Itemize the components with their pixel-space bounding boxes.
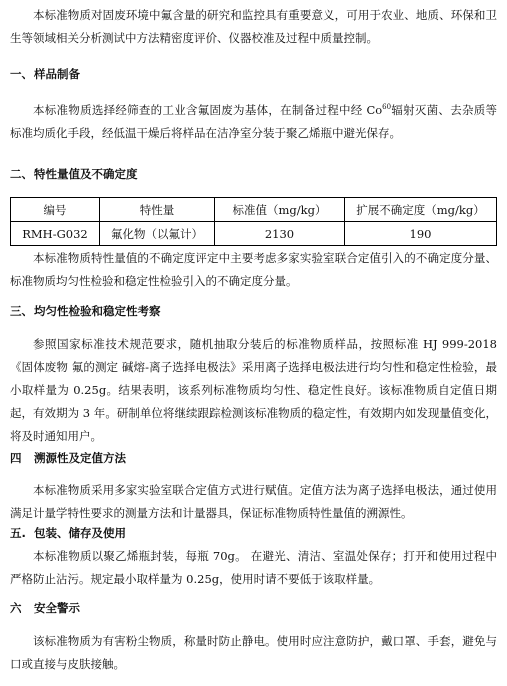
spec-table-header: 编号 — [11, 198, 100, 222]
section-4-heading — [10, 450, 126, 466]
section-1-title: 样品制备 — [34, 67, 80, 81]
section-4-number: 四 — [10, 451, 22, 465]
section-3-number: 三、 — [10, 304, 33, 318]
intro-paragraph: 本标准物质对固废环境中氟含量的研究和监控具有重要意义，可用于农业、地质、环保和卫生等领域相关分析测试中方法精密度评价、仪器校准及过程中质量控制。 — [10, 8, 497, 45]
spec-table-cell: RMH-G032 — [11, 222, 100, 246]
spec-table-header: 标准值（mg/kg） — [215, 198, 345, 222]
section-2-heading — [10, 166, 138, 182]
spec-table-header: 扩展不确定度（mg/kg） — [345, 198, 497, 222]
section-3-heading — [10, 303, 161, 319]
section-6-body: 该标准物质为有害粉尘物质，称量时防止静电。使用时应注意防护，戴口罩、手套，避免与口或直接与皮肤接触。 — [10, 634, 497, 671]
section-4-title: 溯源性及定值方法 — [34, 451, 126, 465]
section-6-heading — [10, 600, 80, 616]
section-5-heading — [10, 525, 126, 541]
spec-table-header-row — [11, 198, 497, 222]
section-1-body-text-a: 本标准物质选择经筛查的工业含氟固废为基体，在制备过程中经 Co — [33, 102, 383, 117]
spec-table-cell: 氟化物（以氟计） — [100, 222, 215, 246]
section-1-body-text-b: 辐射灭菌、去杂质等标准均质化手段，经低温干燥后将样品在洁净室分装于聚乙烯瓶中避光保存。 — [10, 102, 498, 140]
section-3-title: 均匀性检验和稳定性考察 — [34, 304, 161, 318]
section-5-number: 五. — [10, 526, 26, 540]
section-5-title: 包装、储存及使用 — [34, 526, 126, 540]
section-4-body: 本标准物质采用多家实验室联合定值方式进行赋值。定值方法为离子选择电极法，通过使用满足计量学特性要求的测量方法和计量器具，保证标准物质特性量值的溯源性。 — [10, 483, 497, 520]
section-5-body: 本标准物质以聚乙烯瓶封装，每瓶 70g。 在避光、清洁、室温处保存；打开和使用过程中严格防止沾污。规定最小取样量为 0.25g，使用时请不要低于该取样量。 — [10, 549, 497, 586]
section-2-number: 二、 — [10, 167, 33, 181]
spec-table — [10, 197, 497, 246]
section-6-title: 安全警示 — [34, 601, 80, 615]
section-1-heading — [10, 66, 80, 82]
section-3-body: 参照国家标准技术规范要求，随机抽取分装后的标准物质样品，按照标准 HJ 999-2018《固体废物 氟的测定 碱熔-离子选择电极法》采用离子选择电极法进行均匀性和稳定性检验，最小取样量为 0.25g。结果表明，该系列标准物质均匀性、稳定性良好。该标准物质自定值日期起，有效期为 3 年。研制单位将继续跟踪检测该标准物质的稳定性，有效期内如发现量值变化，将及时通知用户。 — [10, 337, 497, 443]
spec-table-cell: 2130 — [215, 222, 345, 246]
section-1-body — [10, 96, 497, 145]
spec-table-header: 特性量 — [100, 198, 215, 222]
section-1-body-superscript: 60 — [382, 103, 392, 111]
section-2-title: 特性量值及不确定度 — [34, 167, 138, 181]
spec-table-cell: 190 — [345, 222, 497, 246]
section-2-note: 本标准物质特性量值的不确定度评定中主要考虑多家实验室联合定值引入的不确定度分量、标准物质均匀性检验和稳定性检验引入的不确定度分量。 — [10, 251, 497, 288]
section-1-number: 一、 — [10, 67, 33, 81]
section-6-number: 六 — [10, 601, 22, 615]
spec-table-row — [11, 222, 497, 246]
